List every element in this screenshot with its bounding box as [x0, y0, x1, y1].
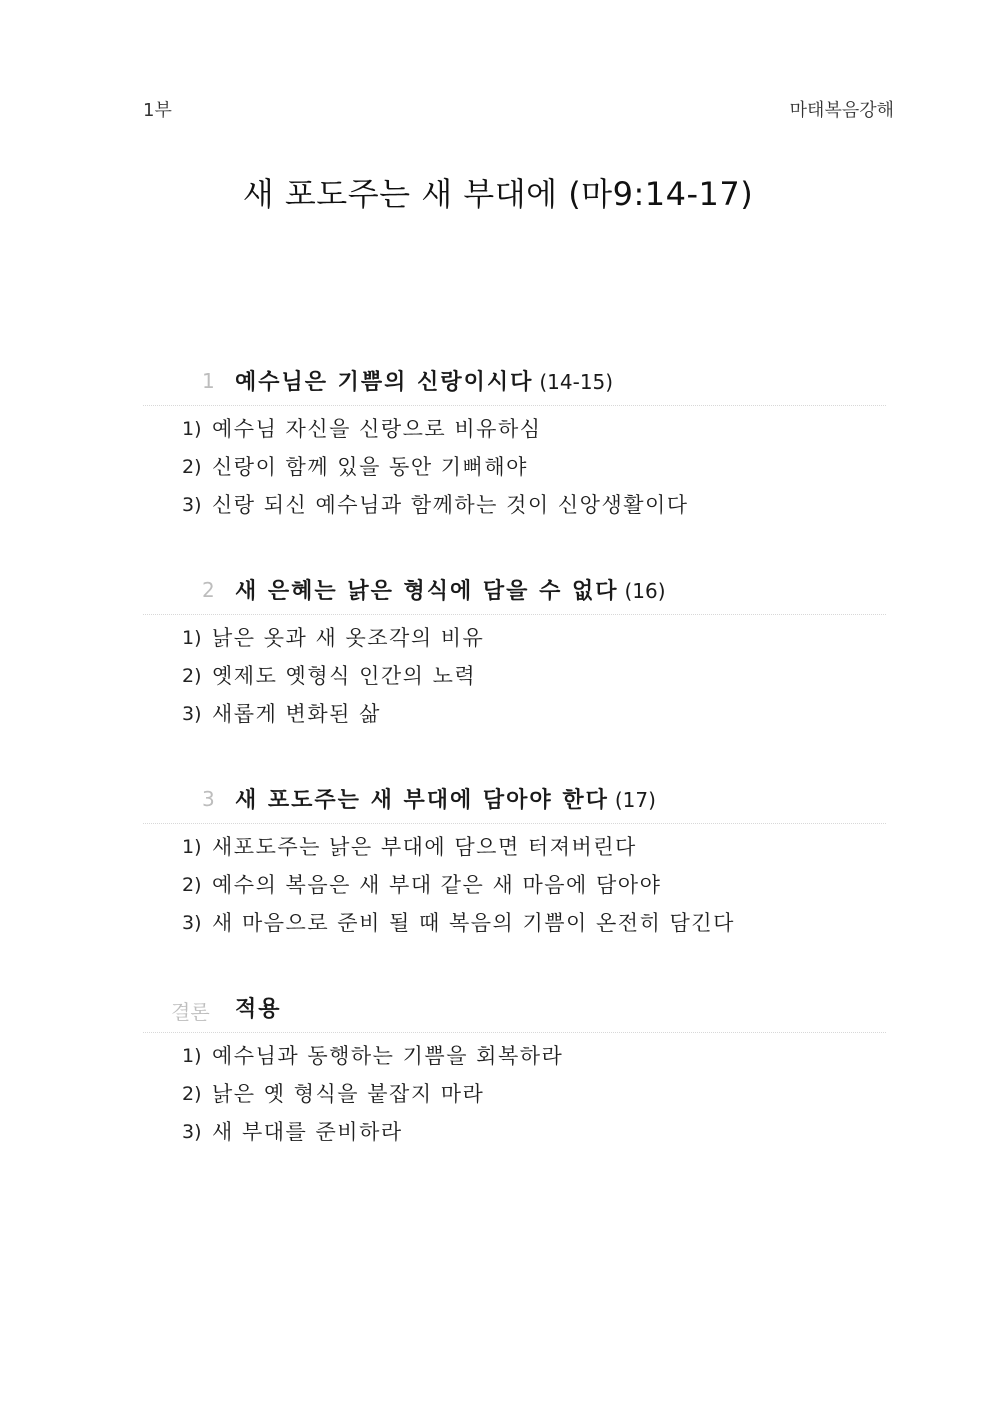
section-number: 3	[202, 787, 215, 811]
list-item	[143, 1075, 886, 1113]
section-number: 2	[202, 578, 215, 602]
item-text: 새포도주는 낡은 부대에 담으면 터져버린다	[212, 835, 637, 859]
list-item	[143, 619, 886, 657]
page-header-right: 마태복음강해	[789, 100, 894, 121]
section-title	[235, 783, 656, 814]
section-title-text: 새 은혜는 낡은 형식에 담을 수 없다	[235, 579, 619, 604]
section-reference: (14-15)	[539, 370, 614, 394]
item-number: 2)	[182, 874, 202, 896]
item-text: 새롭게 변화된 삶	[212, 702, 381, 726]
point-list	[143, 1037, 886, 1151]
item-number: 2)	[182, 1083, 202, 1105]
list-item	[143, 410, 886, 448]
item-text: 낡은 옷과 새 옷조각의 비유	[212, 626, 485, 650]
section-heading	[143, 365, 886, 406]
point-list	[143, 410, 886, 524]
item-text: 신랑 되신 예수님과 함께하는 것이 신앙생활이다	[212, 493, 689, 517]
section-title	[235, 992, 282, 1023]
section-reference: (16)	[624, 579, 666, 603]
section-2	[143, 574, 886, 733]
item-number: 3)	[182, 494, 202, 516]
section-heading	[143, 783, 886, 824]
section-number: 1	[202, 369, 215, 393]
list-item	[143, 695, 886, 733]
section-title	[235, 574, 666, 605]
item-number: 2)	[182, 456, 202, 478]
sermon-title: 새 포도주는 새 부대에 (마9:14-17)	[242, 175, 754, 213]
section-3	[143, 783, 886, 942]
section-number: 결론	[171, 1000, 210, 1024]
section-1	[143, 365, 886, 524]
section-conclusion	[143, 992, 886, 1151]
section-title	[235, 365, 613, 396]
section-title-text: 새 포도주는 새 부대에 담아야 한다	[235, 788, 609, 813]
list-item	[143, 1037, 886, 1075]
point-list	[143, 619, 886, 733]
section-reference: (17)	[614, 788, 656, 812]
item-text: 예수의 복음은 새 부대 같은 새 마음에 담아야	[212, 873, 662, 897]
page-header-left: 1부	[143, 100, 172, 121]
point-list	[143, 828, 886, 942]
item-number: 3)	[182, 1121, 202, 1143]
section-heading	[143, 574, 886, 615]
item-text: 옛제도 옛형식 인간의 노력	[212, 664, 477, 688]
list-item	[143, 866, 886, 904]
item-number: 3)	[182, 912, 202, 934]
item-text: 낡은 옛 형식을 붙잡지 마라	[212, 1082, 485, 1106]
item-number: 1)	[182, 836, 202, 858]
list-item	[143, 657, 886, 695]
item-text: 예수님 자신을 신랑으로 비유하심	[212, 417, 542, 441]
item-number: 1)	[182, 418, 202, 440]
list-item	[143, 448, 886, 486]
item-number: 2)	[182, 665, 202, 687]
item-text: 새 마음으로 준비 될 때 복음의 기쁨이 온전히 담긴다	[212, 911, 735, 935]
item-text: 신랑이 함께 있을 동안 기뻐해야	[212, 455, 528, 479]
section-title-text: 적용	[235, 997, 282, 1022]
list-item	[143, 1113, 886, 1151]
item-text: 예수님과 동행하는 기쁨을 회복하라	[212, 1044, 564, 1068]
item-number: 3)	[182, 703, 202, 725]
item-text: 새 부대를 준비하라	[212, 1120, 403, 1144]
section-heading	[143, 992, 886, 1033]
item-number: 1)	[182, 1045, 202, 1067]
section-title-text: 예수님은 기쁨의 신랑이시다	[235, 370, 534, 395]
item-number: 1)	[182, 627, 202, 649]
list-item	[143, 486, 886, 524]
list-item	[143, 904, 886, 942]
list-item	[143, 828, 886, 866]
